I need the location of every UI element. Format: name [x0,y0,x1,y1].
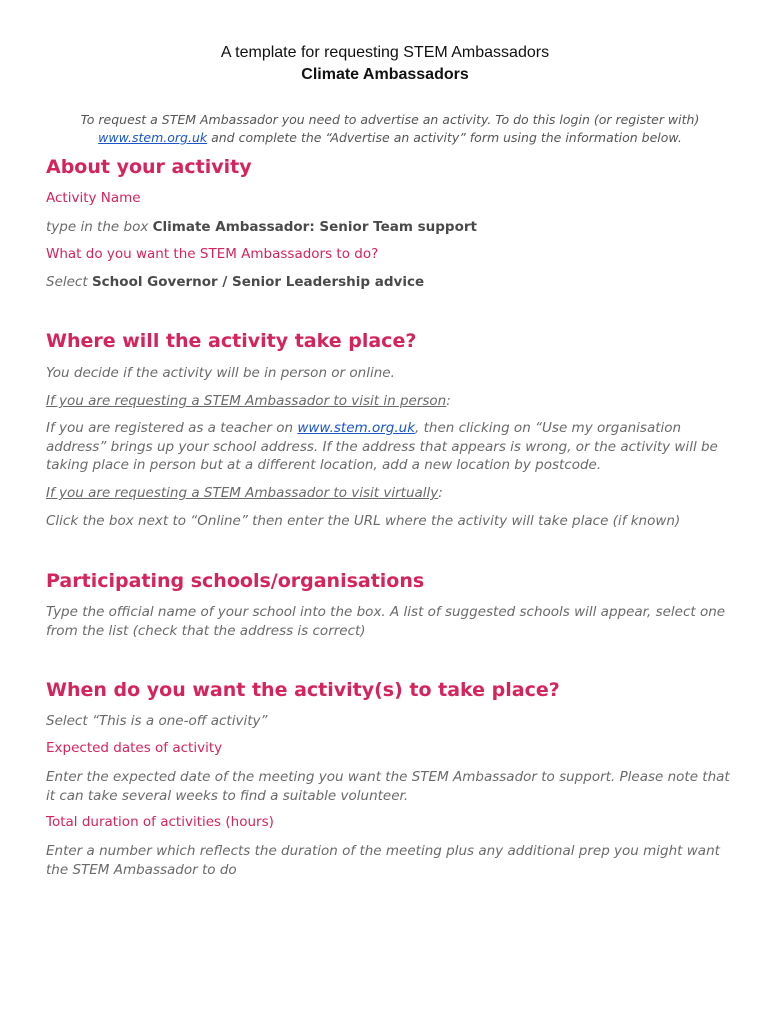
where-decide-text: You decide if the activity will be in person or online. [46,365,395,381]
in-person-colon: : [446,393,451,409]
virtual-title: If you are requesting a STEM Ambassador to visit virtually [46,485,439,501]
what-to-do-instruction [46,273,736,292]
expected-dates-label: Expected dates of activity [46,740,223,756]
in-person-subheading [46,392,736,411]
in-person-pre: If you are registered as a teacher on [46,420,298,436]
activity-name-instruction [46,218,736,237]
schools-heading: Participating schools/organisations [46,570,425,592]
intro-stem-link[interactable]: www.stem.org.uk [98,130,208,145]
when-heading: When do you want the activity(s) to take place? [46,679,560,701]
in-person-text [46,419,736,475]
schools-text: Type the official name of your school into the box. A list of suggested schools will appear, select one from the list (check that the address is correct) [46,604,726,639]
what-to-do-value: School Governor / Senior Leadership advice [91,274,425,290]
intro-line2: and complete the “Advertise an activity” form using the information below. [207,130,682,145]
where-heading: Where will the activity take place? [46,330,417,352]
in-person-post: , then clicking on “Use my organisation address” brings up your school address. If the address that appears is wrong, or the activity will be taking place in person but at a different location, add a new location by postcode. [46,420,718,473]
intro-line1: To request a STEM Ambassador you need to advertise an activity. To do this login (or register with) [80,112,700,127]
duration-label: Total duration of activities (hours) [46,814,274,830]
one-off-instruction: Select “This is a one-off activity” [46,713,268,729]
expected-dates-text: Enter the expected date of the meeting you want the STEM Ambassador to support. Please note that it can take several weeks to find a suitable volunteer. [46,769,730,804]
activity-name-value: Climate Ambassador: Senior Team support [152,219,477,235]
virtual-text: Click the box next to “Online” then enter the URL where the activity will take place (if known) [46,513,681,529]
duration-text: Enter a number which reflects the duration of the meeting plus any additional prep you might want the STEM Ambassador to do [46,843,720,878]
intro-text [60,111,720,147]
about-heading: About your activity [46,156,252,178]
document-title: A template for requesting STEM Ambassadors [220,44,550,61]
in-person-stem-link[interactable]: www.stem.org.uk [297,420,416,436]
what-to-do-label: What do you want the STEM Ambassadors to do? [46,246,379,262]
activity-name-prefix: type in the box [46,219,153,235]
activity-name-label: Activity Name [46,190,141,206]
what-to-do-prefix: Select [46,274,92,290]
document-subtitle: Climate Ambassadors [301,66,469,83]
in-person-title: If you are requesting a STEM Ambassador to visit in person [46,393,447,409]
virtual-colon: : [438,485,443,501]
virtual-subheading [46,484,736,503]
